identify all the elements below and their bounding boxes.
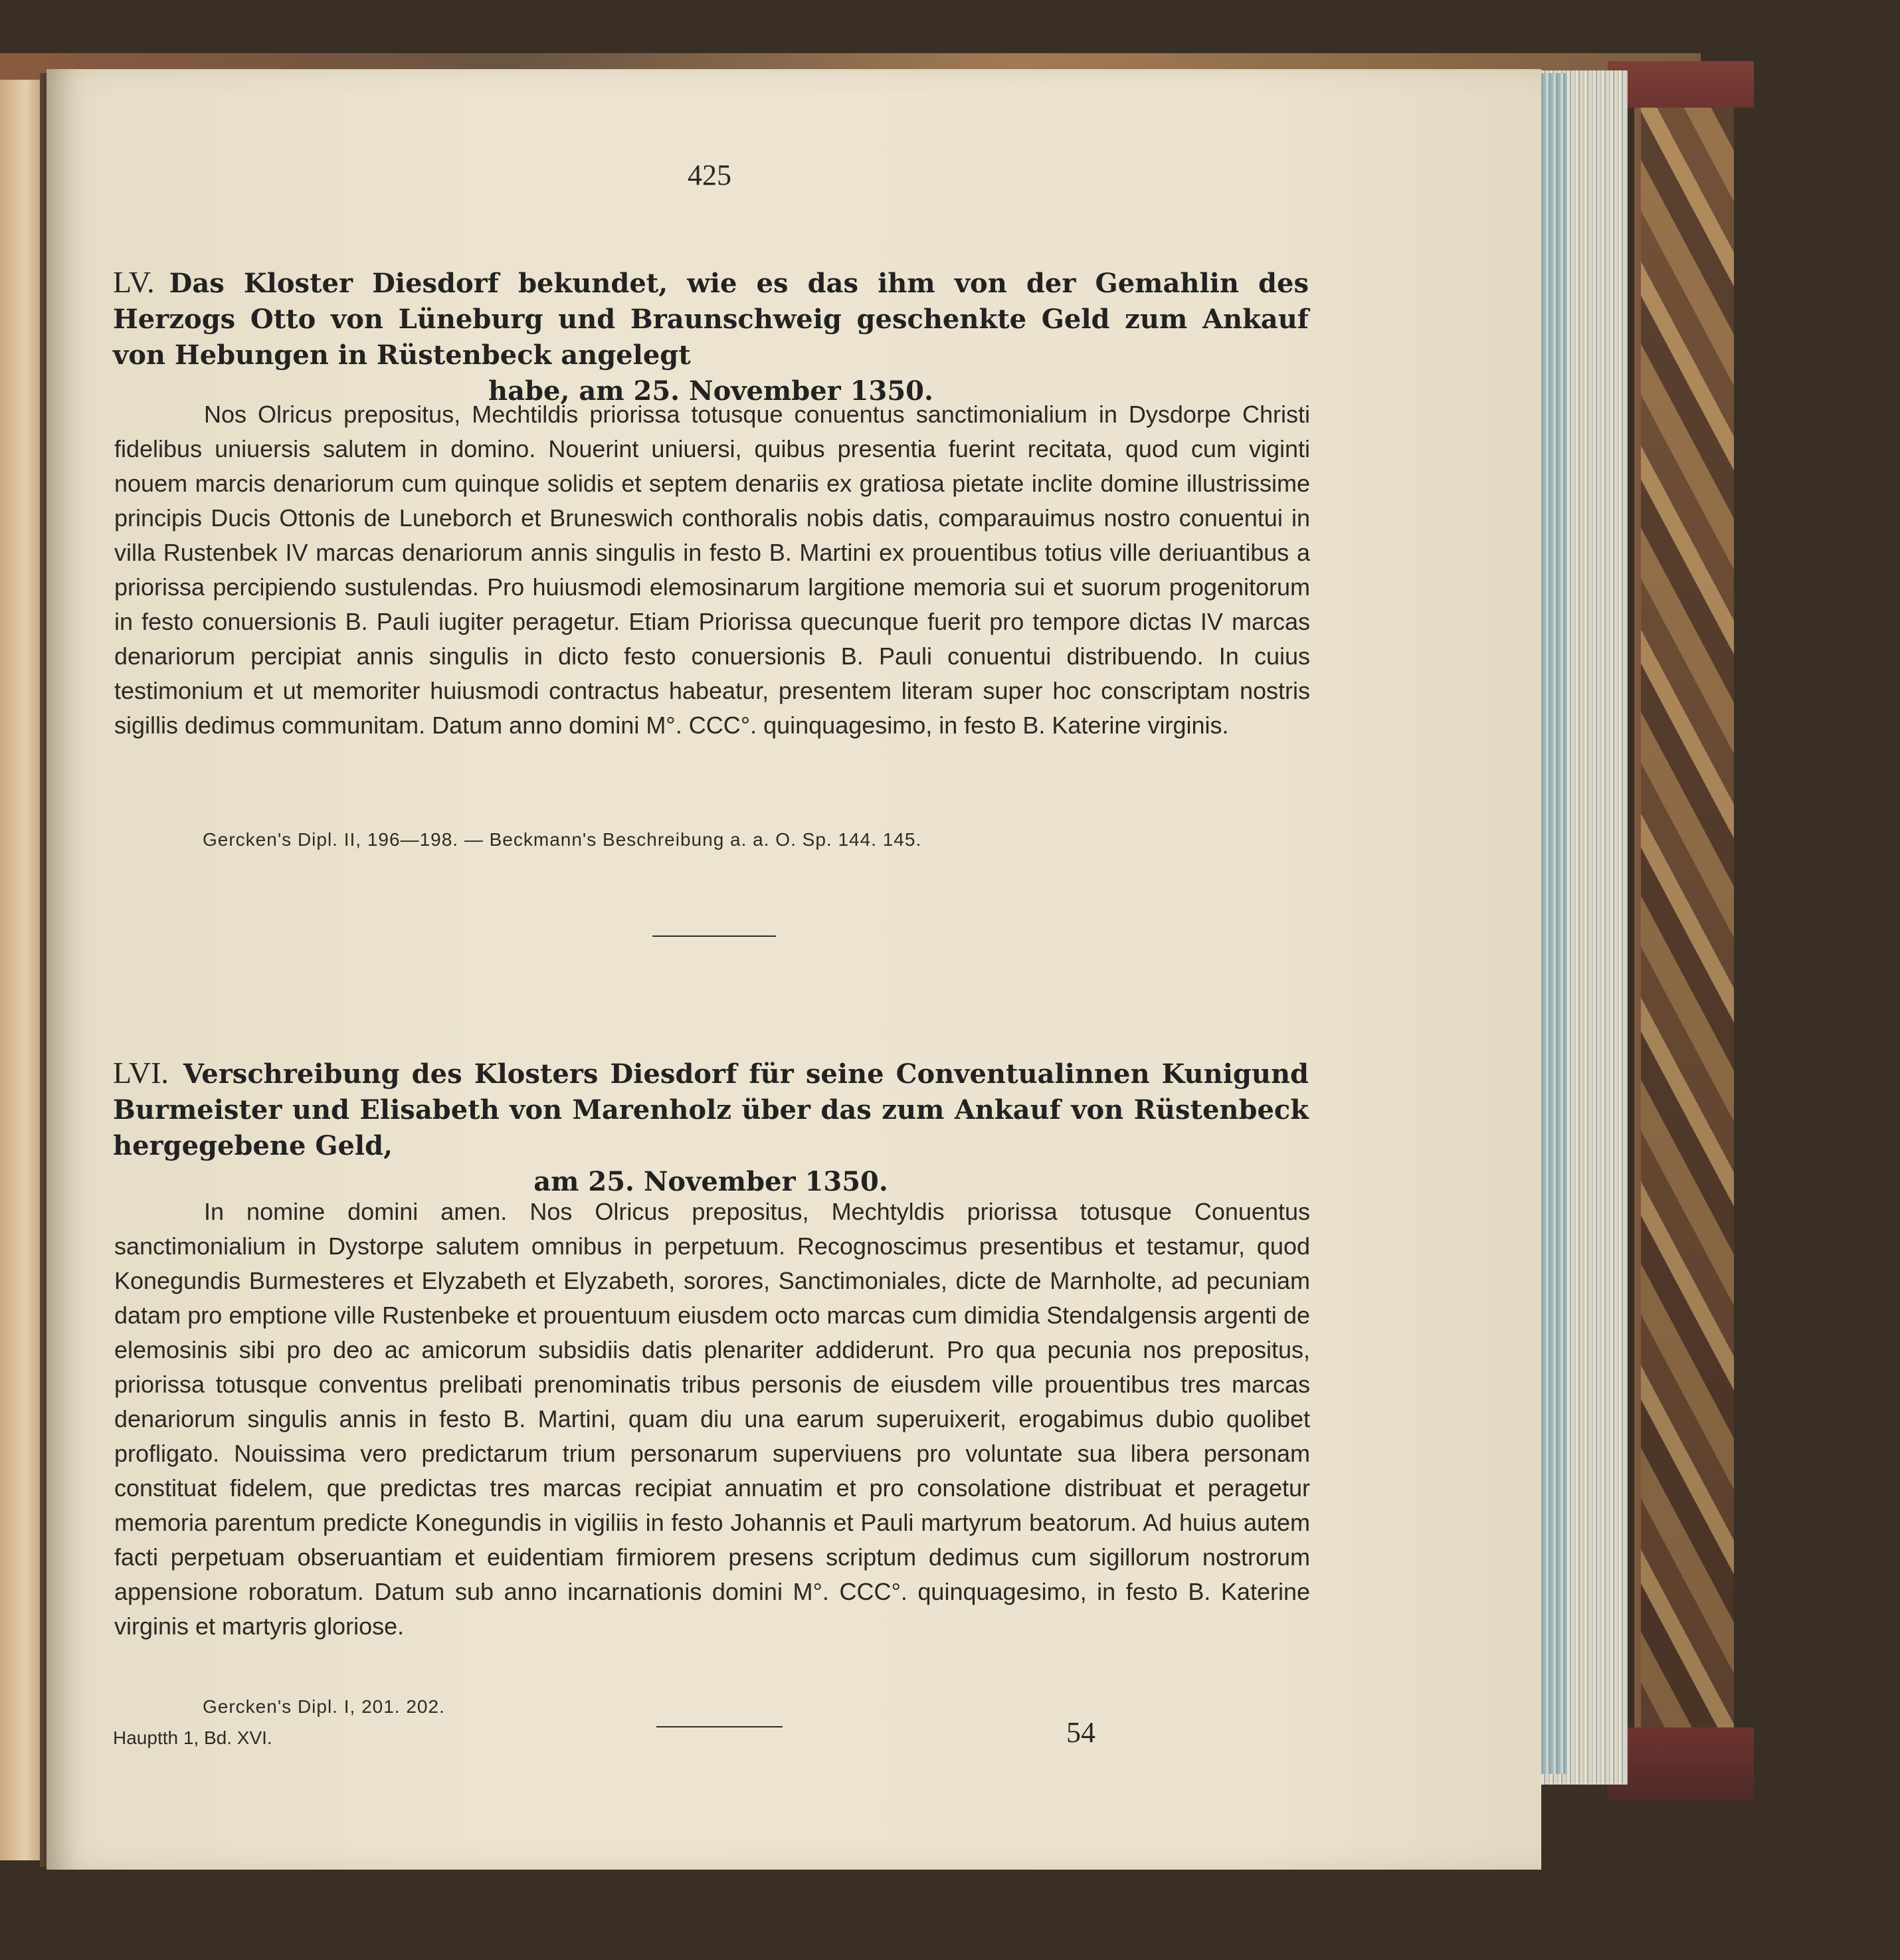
section-divider [652,935,776,937]
document-2-numeral: LVI. [113,1056,169,1090]
footnote-divider [656,1726,783,1727]
document-1-title [113,264,1309,409]
signature-mark: Hauptth 1, Bd. XVI. [113,1727,272,1748]
page-number: 425 [688,159,731,191]
cover-corner-top [1608,61,1754,108]
marbled-cover [1634,66,1734,1767]
document-1-body [114,397,1310,743]
document-2-title [113,1055,1309,1200]
document-1-title-date: habe, am 25. November 1350. [488,375,933,407]
document-2-title-date: am 25. November 1350. [533,1166,888,1197]
document-2-title-text: Verschreibung des Klosters Diesdorf für seine Conventualinnen Kunigund Burmeister und Elisabeth von Marenholz über das zum Ankauf von Rüstenbeck hergegebene Geld, [113,1058,1309,1161]
document-2-paragraph: In nomine domini amen. Nos Olricus prepositus, Mechtyldis priorissa totusque Conuentus sanctimonialium in Dystorpe salutem omnibus in perpetuum. Recognoscimus presentibus et testamur, quod Konegundis Burmesteres et Elyzabeth et Elyzabeth, sorores, Sanctimoniales, dicte de Marnholte, ad pecuniam datam pro emptione ville Rustenbeke et prouentuum eiusdem octo marcas cum dimidia Stendalgensis argenti de elemosinis sibi pro deo ac amicorum subsidiis datis plenariter addiderunt. Pro qua pecunia nos prepositus, priorissa totusque conventus prelibati prenominatis tribus personis de eiusdem ville prouentibus tres marcas denariorum singulis annis in festo B. Martini, quam diu una earum superuixerit, erogabimus dubio quolibet profligato. Nouissima vero predictarum trium personarum superviuens pro voluntate sua libera personam constituat fidelem, que predictas tres marcas recipiat annuatim et pro consolatione distribuat et peragetur memoria parentum predicte Konegundis in vigiliis in festo Johannis et Pauli martyrum beatorum. Ad huius autem facti perpetuam obseruantiam et euidentiam firmiorem presens scriptum dedimus cum sigillorum nostrorum appensione roboratum. Datum sub anno incarnationis domini M°. CCC°. quinquagesimo, in festo B. Katerine virginis et martyris gloriose. [114,1198,1310,1640]
document-1-numeral: LV. [113,265,155,299]
sheet-number: 54 [1066,1716,1095,1749]
cover-corner-bottom [1608,1727,1754,1801]
document-1-source: Gercken's Dipl. II, 196—198. — Beckmann's Beschreibung a. a. O. Sp. 144. 145. [203,829,922,850]
document-1-paragraph: Nos Olricus prepositus, Mechtildis priorissa totusque conuentus sanctimonialium in Dysdorpe Christi fidelibus uniuersis salutem in domino. Nouerint uniuersi, quibus presentia fuerint recitata, quod cum viginti nouem marcis denariorum cum quinque solidis et septem denariis ex gratiosa pietate inclite domine illustrissime principis Ducis Ottonis de Luneborch et Bruneswich conthoralis nobis datis, comparauimus nostro conuentui in villa Rustenbek IV marcas denariorum annis singulis in festo B. Martini ex prouentibus totius ville deriuantibus a priorissa percipiendo sustulendas. Pro huiusmodi elemosinarum largitione memoria sui et suorum progenitorum in festo conuersionis B. Pauli iugiter peragetur. Etiam Priorissa quecunque fuerit pro tempore dictas IV marcas denariorum percipiat annis singulis in dicto festo conuersionis B. Pauli conuentui distribuendo. In cuius testimonium et ut memoriter huiusmodi contractus habeatur, presentem literam super hoc conscriptam nostris sigillis dedimus communitam. Datum anno domini M°. CCC°. quinquagesimo, in festo B. Katerine virginis. [114,401,1310,739]
document-2-body [114,1195,1310,1644]
document-1-title-text: Das Kloster Diesdorf bekundet, wie es das ihm von der Gemahlin des Herzogs Otto von Lüneburg und Braunschweig geschenkte Geld zum Ankauf von Hebungen in Rüstenbeck angelegt [113,268,1309,371]
document-2-source: Gercken's Dipl. I, 201. 202. [203,1696,445,1717]
